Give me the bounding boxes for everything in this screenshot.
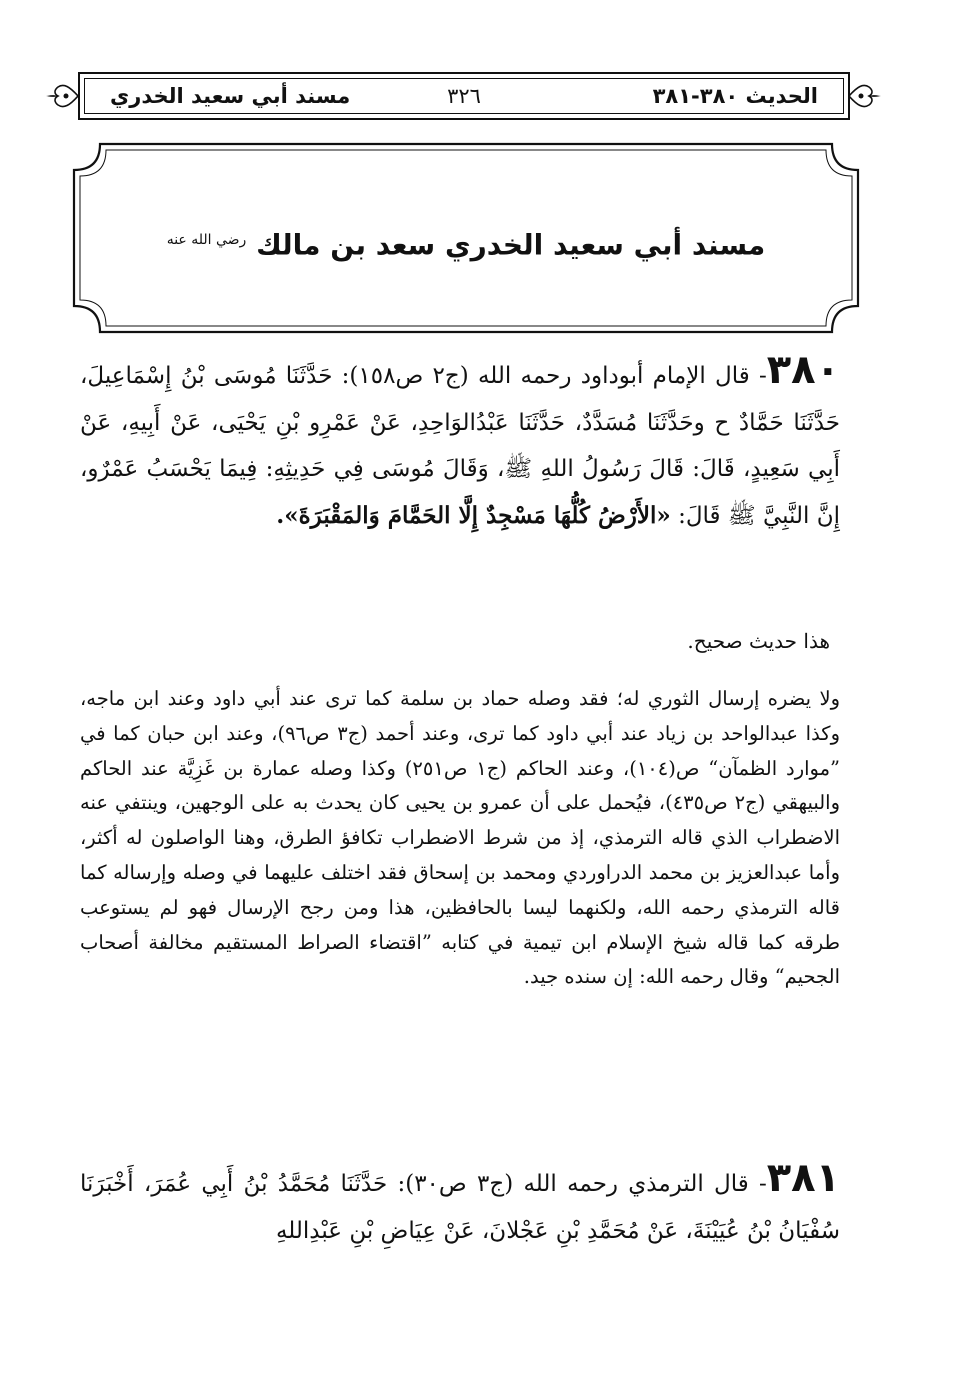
page-number: ٣٢٦ — [447, 84, 481, 108]
grade-text: هذا حديث صحيح. — [687, 629, 830, 653]
hadith-grade — [80, 622, 840, 660]
chapter-title-frame — [70, 140, 862, 336]
commentary-paragraph — [80, 682, 840, 995]
running-header — [78, 72, 850, 120]
hadith-isnad: قال الإمام أبوداود رحمه الله (ج٢ ص١٥٨): حَدَّثَنَا مُوسَى بْنُ إِسْمَاعِيلَ، حَدَّثَنَا حَمَّادٌ ح وحَدَّثَنَا مُسَدَّدٌ، حَدَّثَنَا عَبْدُالوَاحِدِ، عَنْ عَمْرِو بْنِ يَحْيَى، عَنْ أَبِيهِ، عَنْ أَبِي سَعِيدٍ، قَالَ: قَالَ رَسُولُ اللهِ ﷺ، وَقَالَ مُوسَى فِي حَدِيثِهِ: فِيمَا يَحْسَبُ عَمْرٌو، إِنَّ النَّبِيَّ ﷺ قَالَ: — [80, 363, 840, 529]
commentary-text: ولا يضره إرسال الثوري له؛ فقد وصله حماد بن سلمة كما ترى عند أبي داود وعند ابن ماجه، وكذا عبدالواحد بن زياد عند أبي داود كما ترى، وعند أحمد (ج٣ ص٩٦)، وعند ابن حبان كما في ”موارد الظمآن“ ص(١٠٤)، وعند الحاكم (ج١ ص٢٥١) وكذا وصله عمارة بن غَزِيَّة عند الحاكم والبيهقي (ج٢ ص٤٣٥)، فيُحمل على أن عمرو بن يحيى كان يحدث به على الوجهين، وينتفي عنه الاضطراب الذي قاله الترمذي، إذ من شرط الاضطراب تكافؤ الطرق، وهنا الواصلون له أكثر، وأما عبدالعزيز بن محمد الدراوردي ومحمد بن إسحاق فقد اختلف عليهما في وصله وإرساله كما قاله الترمذي رحمه الله، ولكنهما ليسا بالحافظين، هذا ومن رجح الإرسال فهو لم يستوعب طرقه كما قاله شيخ الإسلام ابن تيمية في كتابه ”اقتضاء الصراط المستقيم مخالفة أصحاب الجحيم“ وقال رحمه الله: إن سنده جيد. — [80, 687, 841, 989]
header-hadith-range: الحديث ٣٨٠-٣٨١ — [652, 84, 818, 108]
hadith-381: ٣٨١- قال الترمذي رحمه الله (ج٣ ص٣٠): حَدَّثَنَا مُحَمَّدُ بْنُ أَبِي عُمَرَ، أَخْبَرَنَا سُفْيَانُ بْنُ عُيَيْنَةَ، عَنْ مُحَمَّدِ بْنِ عَجْلانَ، عَنْ عِيَاضِ بْنِ عَبْدِاللهِ — [80, 1155, 840, 1244]
header-book-section: مسند أبي سعيد الخدري — [110, 84, 351, 108]
header-ornament-left-icon — [44, 77, 78, 115]
chapter-title — [70, 220, 862, 265]
honorific-seal: رضي الله عنه — [166, 232, 247, 248]
chapter-title-text: مسند أبي سعيد الخدري سعد بن مالك — [256, 228, 766, 262]
hadith-380: ٣٨٠- قال الإمام أبوداود رحمه الله (ج٢ ص١٥٨): حَدَّثَنَا مُوسَى بْنُ إِسْمَاعِيلَ، حَدَّثَنَا حَمَّادٌ ح وحَدَّثَنَا مُسَدَّدٌ، حَدَّثَنَا عَبْدُالوَاحِدِ، عَنْ عَمْرِو بْنِ يَحْيَى، عَنْ أَبِيهِ، عَنْ أَبِي سَعِيدٍ، قَالَ: قَالَ رَسُولُ اللهِ ﷺ، وَقَالَ مُوسَى فِي حَدِيثِهِ: فِيمَا يَحْسَبُ عَمْرٌو، إِنَّ النَّبِيَّ ﷺ قَالَ: «الأَرْضُ كُلُّهَا مَسْجِدٌ إِلَّا الحَمَّامَ وَالمَقْبَرَةَ». — [80, 347, 840, 529]
hadith-number: ٣٨١ — [766, 1155, 840, 1201]
hadith-number: ٣٨٠ — [766, 347, 840, 393]
header-ornament-right-icon — [849, 77, 883, 115]
hadith-matn: «الأَرْضُ كُلُّهَا مَسْجِدٌ إِلَّا الحَمَّامَ وَالمَقْبَرَةَ». — [276, 501, 671, 529]
hadith-isnad: قال الترمذي رحمه الله (ج٣ ص٣٠): حَدَّثَنَا مُحَمَّدُ بْنُ أَبِي عُمَرَ، أَخْبَرَنَا سُفْيَانُ بْنُ عُيَيْنَةَ، عَنْ مُحَمَّدِ بْنِ عَجْلانَ، عَنْ عِيَاضِ بْنِ عَبْدِاللهِ — [80, 1171, 840, 1244]
